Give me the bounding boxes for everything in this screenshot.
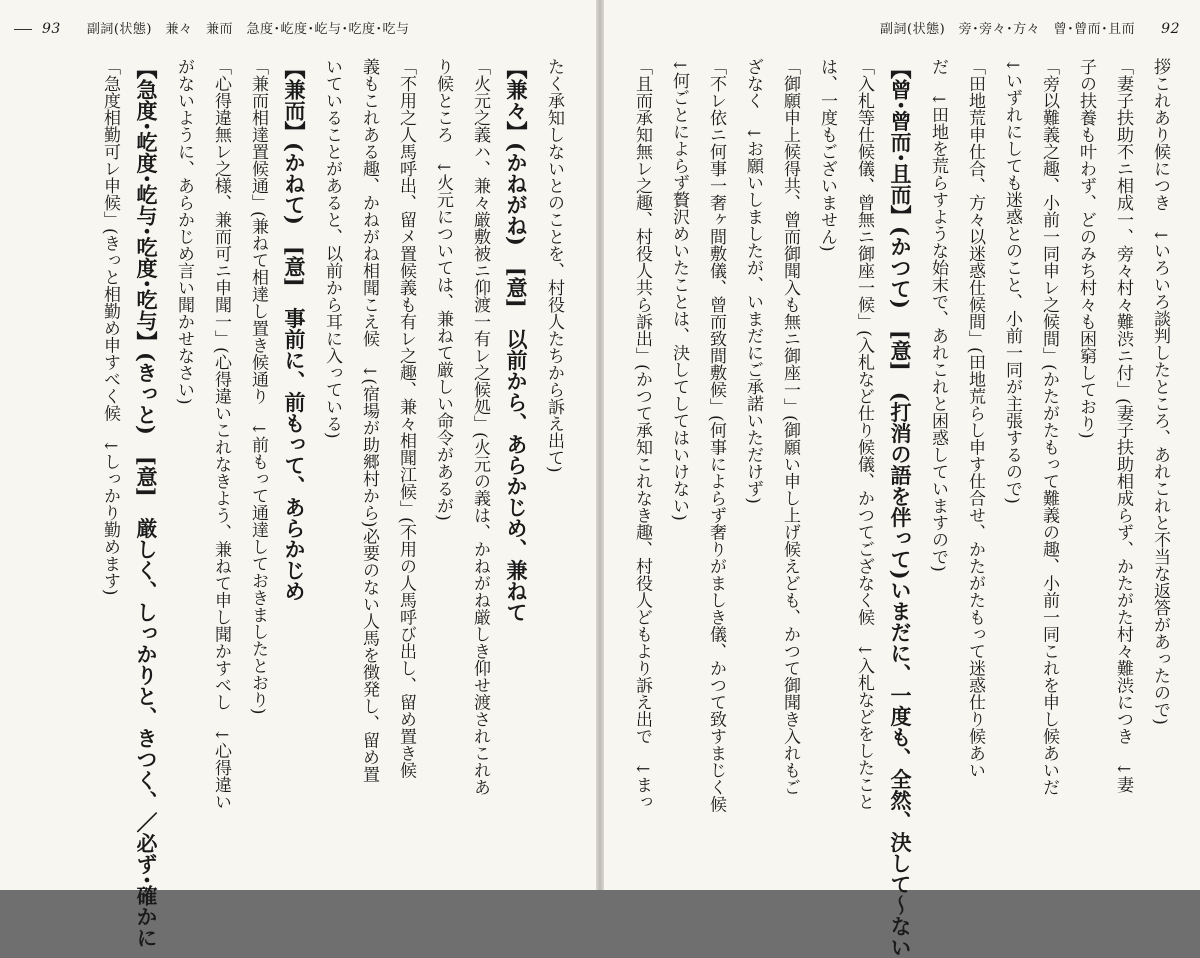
text-line: ↓いずれにしても迷惑とのこと、小前一同が主張するので) bbox=[1002, 58, 1022, 504]
right-page bbox=[604, 0, 1200, 958]
text-line: 義もこれある趣、かねがね相聞こえ候 ↓(宿場が助郷村から)必要のない人馬を徴発し、留め置 bbox=[359, 58, 379, 783]
text-line: ざなく ↓お願いしましたが、いまだにご承諾いただけず) bbox=[743, 58, 763, 504]
left-page bbox=[0, 0, 596, 949]
text-line: 拶これあり候につき ↓いろいろ談判したところ、あれこれと不当な返答があったので) bbox=[1150, 58, 1170, 725]
header-rule bbox=[14, 29, 32, 30]
text-line: 「急度相勤可レ申候」(きっと相勤め申すべく候 ↓しっかり勤めます) bbox=[100, 58, 120, 596]
text-line: 「田地荒申仕合、方々以迷惑仕候間」(田地荒らし申す仕合せ、かたがたもって迷惑仕り候あい bbox=[965, 58, 985, 779]
left-page-header bbox=[14, 18, 409, 37]
book-gutter bbox=[596, 0, 604, 890]
text-line: 「御願申上候得共、曾而御聞入も無ニ御座一」(御願い申し上げ候えども、かつて御聞き入れもご bbox=[780, 58, 800, 796]
text-line: は、一度もございません) bbox=[817, 58, 837, 252]
right-page-header bbox=[880, 18, 1180, 37]
left-page-number: 93 bbox=[42, 21, 61, 37]
text-line: 「心得違無レ之様、兼而可ニ申聞一」(心得違いこれなきよう、兼ねて申し聞かすべし ↓心得違い bbox=[211, 58, 231, 810]
text-line: いていることがあると、以前から耳に入っている) bbox=[322, 58, 342, 439]
left-page-body bbox=[26, 58, 572, 949]
text-line: 「不レ依ニ何事一奢ヶ間敷儀、曾而致間敷候」(何事によらず奢りがましき儀、かつて致すまじく候 bbox=[706, 58, 726, 813]
text-line: ↓何ごとによらず贅沢めいたことは、決してしてはいけない) bbox=[669, 58, 689, 521]
text-line: り候ところ ↓火元については、兼ねて厳しい命令があるが) bbox=[433, 58, 453, 521]
text-line: 「且而承知無レ之趣、村役人共ら訴出」(かつて承知これなき趣、村役人どもより訴え出で ↓まっ bbox=[632, 58, 652, 810]
right-page-number: 92 bbox=[1161, 21, 1180, 37]
entry-heading-kanegane: 【兼々】(かねがね) [意] 以前から、あらかじめ、兼ねて bbox=[504, 58, 529, 623]
text-line: 「不用之人馬呼出、留メ置候義も有レ之趣、兼々相聞江候」(不用の人馬呼び出し、留め置き候 bbox=[396, 58, 416, 779]
left-page-header-text: 副詞(状態) 兼々 兼而 急度･屹度･屹与･吃度･吃与 bbox=[86, 22, 410, 37]
text-line: 「旁以難義之趣、小前一同申レ之候間」(かたがたもって難義の趣、小前一同これを申し候あいだ bbox=[1039, 58, 1059, 796]
text-line: 子の扶養も叶わず、どのみち村々も困窮しており) bbox=[1076, 58, 1096, 439]
right-page-body bbox=[632, 58, 1178, 958]
text-line: 「火元之義ハ、兼々厳敷被ニ仰渡一有レ之候処」(火元の義は、かねがね厳しき仰せ渡されこれあ bbox=[470, 58, 490, 796]
entry-heading-kanete: 【兼而】(かねて) [意] 事前に、前もって、あらかじめ bbox=[282, 58, 307, 602]
text-line: 「妻子扶助不ニ相成一、旁々村々難渋ニ付」(妻子扶助相成らず、かたがた村々難渋につき ↓妻 bbox=[1113, 58, 1133, 793]
text-line: たく承知しないとのことを、村役人たちから訴え出て) bbox=[544, 58, 564, 473]
entry-heading-katsute: 【曾･曾而･且而】(かつて) [意] (打消の語を伴って)いまだに、一度も、全然、決して〜ない bbox=[888, 58, 913, 958]
text-line: がないように、あらかじめ言い聞かせなさい) bbox=[174, 58, 194, 405]
text-line: だ ↓田地を荒らすような始末で、あれこれと困惑していますので) bbox=[928, 58, 948, 572]
right-page-header-text: 副詞(状態) 旁･旁々･方々 曾･曾而･且而 bbox=[880, 22, 1136, 37]
entry-heading-kitto: 【急度･屹度･屹与･吃度･吃与】(きっと) [意] 厳しく、しっかりと、きつく、／必ず･確かに bbox=[134, 58, 159, 949]
text-line: 「兼而相達置候通」(兼ねて相達し置き候通り ↓前もって通達しておきましたとおり) bbox=[248, 58, 268, 715]
text-line: 「入札等仕候儀、曾無ニ御座一候」(入札など仕り候儀、かつてござなく候 ↓入札などをしたこと bbox=[854, 58, 874, 810]
